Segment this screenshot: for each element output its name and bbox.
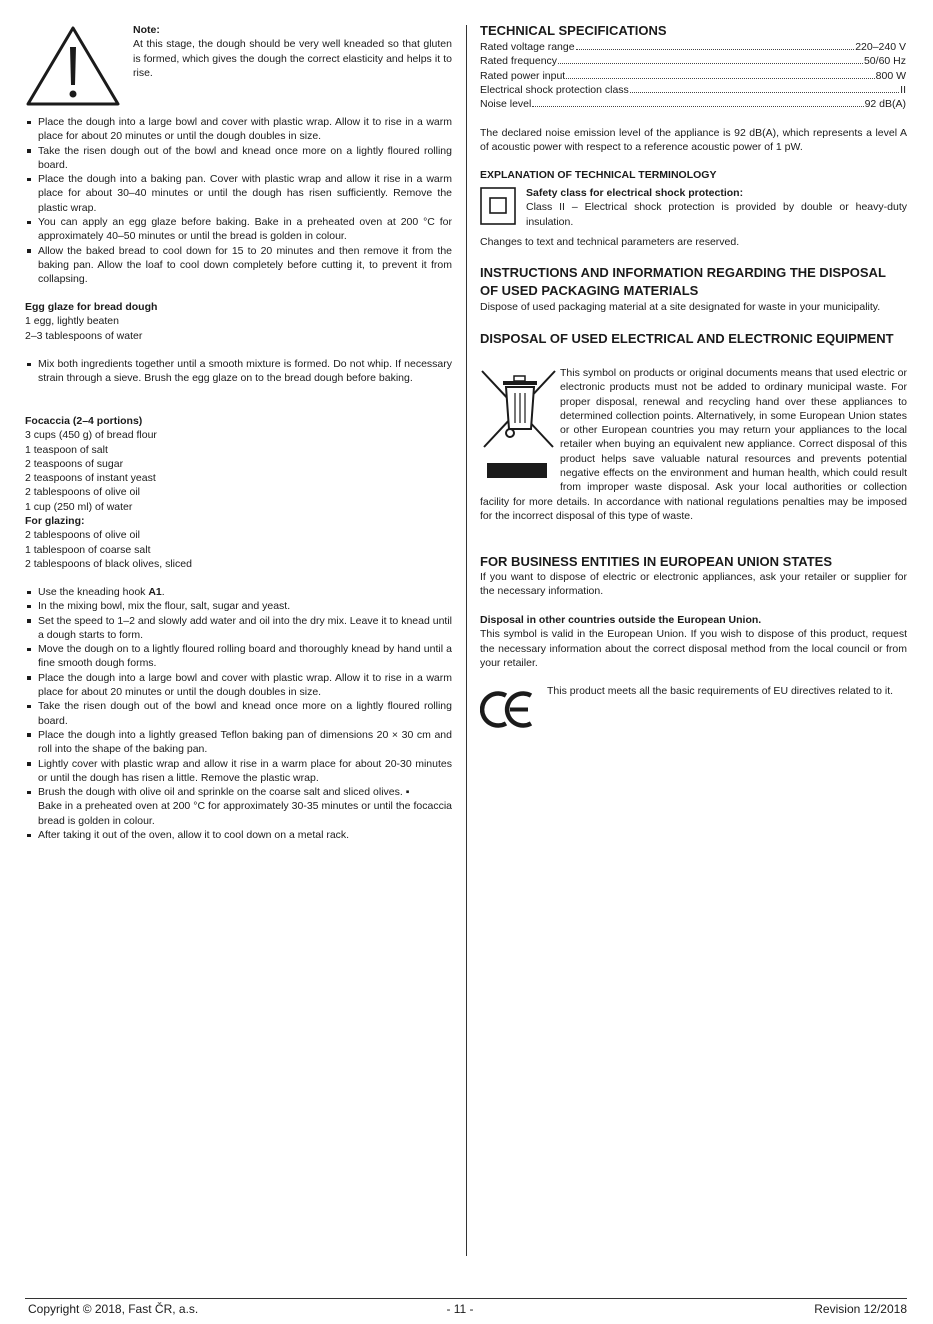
packaging-text: Dispose of used packaging material at a site designated for waste in your municipality. <box>480 301 881 313</box>
business-text: If you want to dispose of electric or electronic appliances, ask your retailer or supplier for the necessary information. <box>480 571 907 598</box>
class-ii-description <box>526 186 907 229</box>
noise-note: The declared noise emission level of the appliance is 92 dB(A), which represents a level A of acoustic power with respect to a reference acoustic power of 1 pW. <box>480 127 907 154</box>
spec-row <box>480 69 906 83</box>
spec-value: 800 W <box>875 69 906 82</box>
dot-leader <box>566 78 874 79</box>
column-divider <box>466 25 467 1256</box>
list-item: Place the dough into a baking pan. Cover with plastic wrap and allow it rise in a warm place for about 30–40 minutes or until the dough has risen sufficiently. Remove the plastic wrap. <box>38 173 452 214</box>
list-item: Set the speed to 1–2 and slowly add water and oil into the dry mix. Leave it to knead until a dough starts to form. <box>38 614 452 641</box>
page-number: - 11 - <box>446 1302 474 1316</box>
note-block <box>133 23 452 80</box>
footer-copyright: Copyright © 2018, Fast ČR, a.s. <box>28 1302 199 1316</box>
list-item: Lightly cover with plastic wrap and allow it rise in a warm place for about 20-30 minutes or until the dough has risen a little. Remove the plastic wrap. <box>38 757 452 784</box>
list-item: Mix both ingredients together until a smooth mixture is formed. Do not whip. If necessary strain through a sieve. Brush the egg glaze on to the bread dough before baking. <box>38 358 452 385</box>
spec-value: 220–240 V <box>855 41 906 53</box>
footer-revision: Revision 12/2018 <box>814 1302 907 1316</box>
outside-eu-text: This symbol is valid in the European Union. If you wish to dispose of this product, request the necessary information about the correct disposal method from the local council or from your retailer. <box>480 628 907 669</box>
note-text: At this stage, the dough should be very well kneaded so that gluten is formed, which gives the dough the correct elasticity and helps it to rise. <box>133 38 452 79</box>
list-item: After taking it out of the oven, allow it to cool down on a metal rack. <box>38 828 452 842</box>
focaccia-recipe <box>25 414 452 571</box>
list-item: Place the dough into a large bowl and cover with plastic wrap. Allow it to rise in a warm place for about 20 minutes or until the dough doubles in size. <box>38 116 452 143</box>
class-ii-text: Class II – Electrical shock protection is provided by double or heavy-duty insulation. <box>526 201 907 228</box>
spec-value: 50/60 Hz <box>863 55 906 68</box>
ingredient: 2–3 tablespoons of water <box>25 329 143 342</box>
ingredient: 2 tablespoons of black olives, sliced <box>25 557 192 570</box>
ingredient: 1 cup (250 ml) of water <box>25 500 133 513</box>
outside-eu-title: Disposal in other countries outside the European Union. <box>480 614 762 626</box>
step-text: Brush the dough with olive oil and sprinkle on the coarse salt and sliced olives. ▪ <box>38 786 410 799</box>
ingredient: 2 teaspoons of sugar <box>25 457 124 470</box>
crossed-out-bin-icon <box>480 366 560 494</box>
terminology-heading: EXPLANATION OF TECHNICAL TERMINOLOGY <box>480 169 717 181</box>
ingredient: 1 teaspoon of salt <box>25 443 108 456</box>
note-title: Note: <box>133 24 160 36</box>
part-reference: A1 <box>148 586 162 598</box>
focaccia-steps-list <box>25 585 452 842</box>
spec-table <box>480 40 906 111</box>
spec-label: Rated voltage range <box>480 41 575 53</box>
ce-mark-icon <box>480 688 536 731</box>
weee-heading: DISPOSAL OF USED ELECTRICAL AND ELECTRONIC EQUIPMENT <box>480 331 894 346</box>
spec-row <box>480 97 906 111</box>
dot-leader <box>576 49 855 50</box>
reserved-note: Changes to text and technical parameters are reserved. <box>480 236 740 248</box>
list-item: Move the dough on to a lightly floured rolling board and thoroughly knead by hand until a fine smooth dough forms. <box>38 643 452 670</box>
dot-leader <box>558 63 863 64</box>
list-item <box>38 585 452 599</box>
packaging-heading: INSTRUCTIONS AND INFORMATION REGARDING THE DISPOSAL OF USED PACKAGING MATERIALS <box>480 265 886 298</box>
spec-label: Rated power input <box>480 69 566 82</box>
ingredient: 1 tablespoon of coarse salt <box>25 543 151 556</box>
ce-text: This product meets all the basic requirements of EU directives related to it. <box>547 685 894 697</box>
egg-glaze-title: Egg glaze for bread dough <box>25 301 158 313</box>
spec-label: Noise level <box>480 98 532 111</box>
ingredient: 2 teaspoons of instant yeast <box>25 472 156 485</box>
ingredient: 2 tablespoons of olive oil <box>25 529 140 542</box>
egg-glaze-steps-list <box>25 357 452 386</box>
ingredient: 2 tablespoons of olive oil <box>25 486 140 499</box>
dot-leader <box>532 106 863 107</box>
spec-row <box>480 40 906 54</box>
weee-section <box>480 366 907 523</box>
class-ii-title: Safety class for electrical shock protection: <box>526 187 744 199</box>
class-ii-icon <box>480 187 516 225</box>
list-item <box>38 785 452 828</box>
list-item: Take the risen dough out of the bowl and knead once more on a lightly floured rolling board. <box>38 700 452 727</box>
list-item: In the mixing bowl, mix the flour, salt, sugar and yeast. <box>38 599 452 613</box>
glazing-title: For glazing: <box>25 515 85 528</box>
ingredient: 3 cups (450 g) of bread flour <box>25 429 157 442</box>
spec-value: II <box>900 83 906 96</box>
list-item: You can apply an egg glaze before baking. Bake in a preheated oven at 200 °C for approximately 40–50 minutes or until the bread is golden in colour. <box>38 216 452 243</box>
spec-value: 92 dB(A) <box>864 98 906 111</box>
spec-row <box>480 54 906 68</box>
step-text-end: . <box>161 586 165 598</box>
egg-glaze-recipe <box>25 300 452 343</box>
focaccia-title: Focaccia (2–4 portions) <box>25 415 143 427</box>
dot-leader <box>630 92 899 93</box>
step-text: Bake in a preheated oven at 200 °C for approximately 30-35 minutes or until the focaccia bread is golden in colour. <box>38 800 452 827</box>
list-item: Place the dough into a large bowl and cover with plastic wrap. Allow it to rise in a warm place for about 20 minutes or until the dough doubles in size. <box>38 671 452 699</box>
list-item: Place the dough into a lightly greased Teflon baking pan of dimensions 20 × 30 cm and roll into the shape of the baking pan. <box>38 728 452 756</box>
list-item: Allow the baked bread to cool down for 15 to 20 minutes and then remove it from the baking pan. Allow the loaf to cool down completely before cutting it, to prevent it from collapsing. <box>38 244 452 286</box>
bread-steps-list <box>25 115 452 287</box>
ingredient: 1 egg, lightly beaten <box>25 315 119 328</box>
spec-label: Electrical shock protection class <box>480 83 629 96</box>
footer-rule <box>25 1298 907 1299</box>
business-heading: FOR BUSINESS ENTITIES IN EUROPEAN UNION STATES <box>480 554 832 569</box>
outside-eu-section <box>480 613 907 670</box>
step-text: Use the kneading hook <box>38 586 149 598</box>
weee-text: This symbol on products or original documents means that used electric or electronic products must not be added to ordinary municipal waste. For proper disposal, renewal and recycling hand over these appliances to determined collection points. Alternatively, in some European Union states or other European countries you may return your appliances to the local retailer when buying an equivalent new appliance. Correct disposal of this product helps save valuable natural resources and prevents potential negative effects on the environment and human health, which could result from improper waste disposal. Ask your local authorities or collection facility for more details. In accordance with national regulations penalties may be imposed for the incorrect disposal of this type of waste. <box>480 367 907 522</box>
warning-triangle-icon <box>25 25 121 107</box>
list-item: Take the risen dough out of the bowl and knead once more on a lightly floured rolling board. <box>38 144 452 171</box>
tech-spec-heading: TECHNICAL SPECIFICATIONS <box>480 23 667 38</box>
spec-row <box>480 83 906 97</box>
spec-label: Rated frequency <box>480 55 558 68</box>
